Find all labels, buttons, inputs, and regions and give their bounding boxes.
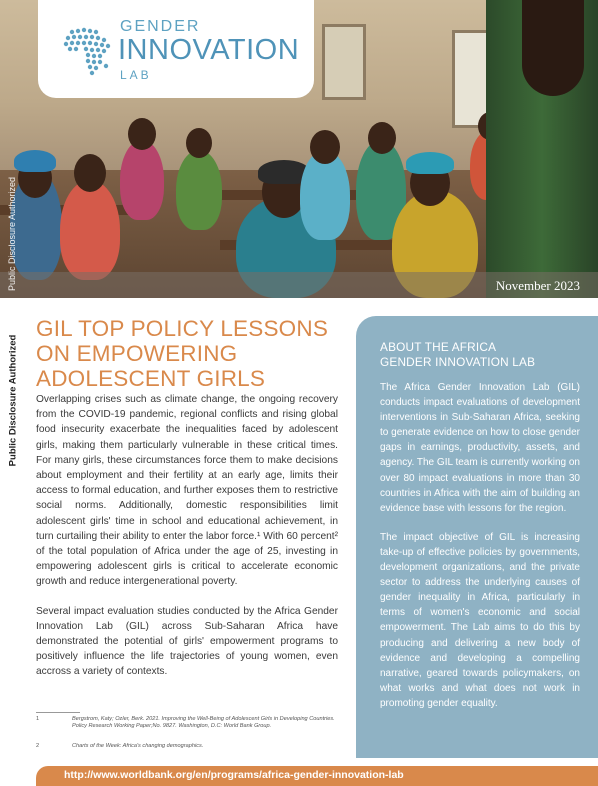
student-head (186, 128, 212, 158)
logo-text-innovation: INNOVATION (118, 34, 300, 66)
sidebar-body (380, 380, 580, 725)
footnotes (36, 716, 336, 762)
footnote-number: 2 (36, 742, 40, 749)
logo-text-gender: GENDER (120, 18, 201, 35)
footnote-text: Bergstrom, Katy; Ozler, Berk. 2021. Improving the Well-Being of Adolescent Girls in Developing Countries. Policy Research Working Paper;No. 9827. Washington, D.C: World Bank Group. (72, 716, 335, 730)
student (120, 140, 164, 220)
sidebar-heading-line: GENDER INNOVATION LAB (380, 355, 536, 369)
body-paragraph: Several impact evaluation studies conducted by the Africa Gender Innovation Lab (GIL) across Sub-Saharan Africa have demonstrated the potential of girls' empowerment programs to positively influence the life trajectories of young women, even accross a variety of contexts. (36, 605, 338, 678)
main-body (36, 392, 338, 694)
logo (38, 0, 314, 98)
student-head (74, 154, 106, 192)
student (176, 150, 222, 230)
student-head (368, 122, 396, 154)
footnote (36, 743, 336, 750)
document-title (36, 316, 346, 391)
headscarf (14, 150, 56, 172)
headscarf (406, 152, 454, 174)
student-head (128, 118, 156, 150)
footnote-number: 1 (36, 716, 40, 722)
public-disclosure-label: Public Disclosure Authorized (7, 334, 19, 467)
footnote-text: Charts of the Week: Africa's changing demographics. (72, 742, 204, 749)
title-line: ADOLESCENT GIRLS (36, 366, 266, 391)
hero-disclosure-watermark: Public Disclosure Authorized (7, 176, 17, 291)
footnote-divider (36, 712, 80, 713)
body-paragraph: Overlapping crises such as climate change, the ongoing recovery from the COVID-19 pandemic, regional conflicts and rising global food insecurity exacerbate the inequalities faced by adolescent girls, making them particularly vulnerable in these critical times. For many girls, these circumstances force them to make decisions about employment and their fertility at an early age, limits their access to formal education, and further exposes them to restrictive social norms. Additionally, domestic responsibilities limit adolescent girls' time in school and educational achievement, in turn curtailing their ability to enter the labor force.¹ With 60 percent² of the total population of Africa under the age of 25, investing in empowering adolescent girls is critical to accelerate economic growth and reduce intergenerational poverty. (36, 394, 338, 588)
sidebar-paragraph: The impact objective of GIL is increasing take-up of effective policies by governments, development organizations, and the private sector to address the underlying causes of gender inequality in Africa, particularly in terms of women's economic and social empowerment. The Lab aims to do this by producing and delivering a new body of evidence and developing a compelling narrative, geared towards policymakers, on what works and what does not work in promoting gender equality. (380, 531, 580, 709)
student (60, 180, 120, 280)
africa-map-dots-icon (58, 22, 114, 78)
student-head (310, 130, 340, 164)
footer-url-link[interactable]: http://www.worldbank.org/en/programs/africa-gender-innovation-lab (64, 769, 404, 781)
footnote (36, 716, 336, 731)
title-line: GIL TOP POLICY LESSONS (36, 316, 329, 341)
sidebar-heading (380, 340, 580, 370)
sidebar-paragraph: The Africa Gender Innovation Lab (GIL) conducts impact evaluations of development interventions in Sub-Saharan Africa, seeking to generate evidence on how to close gender gaps in earnings, productivity, assets, and agency. The GIL team is currently working on over 80 impact evaluations in more than 30 countries in Africa with the aim of building an evidence base with lessons for the region. (380, 382, 580, 514)
sidebar-heading-line: ABOUT THE AFRICA (380, 340, 497, 354)
publication-date: November 2023 (495, 278, 580, 293)
classroom-window (322, 24, 366, 100)
teacher-head (522, 0, 584, 96)
logo-text-lab: LAB (120, 68, 152, 82)
title-line: ON EMPOWERING (36, 341, 238, 366)
